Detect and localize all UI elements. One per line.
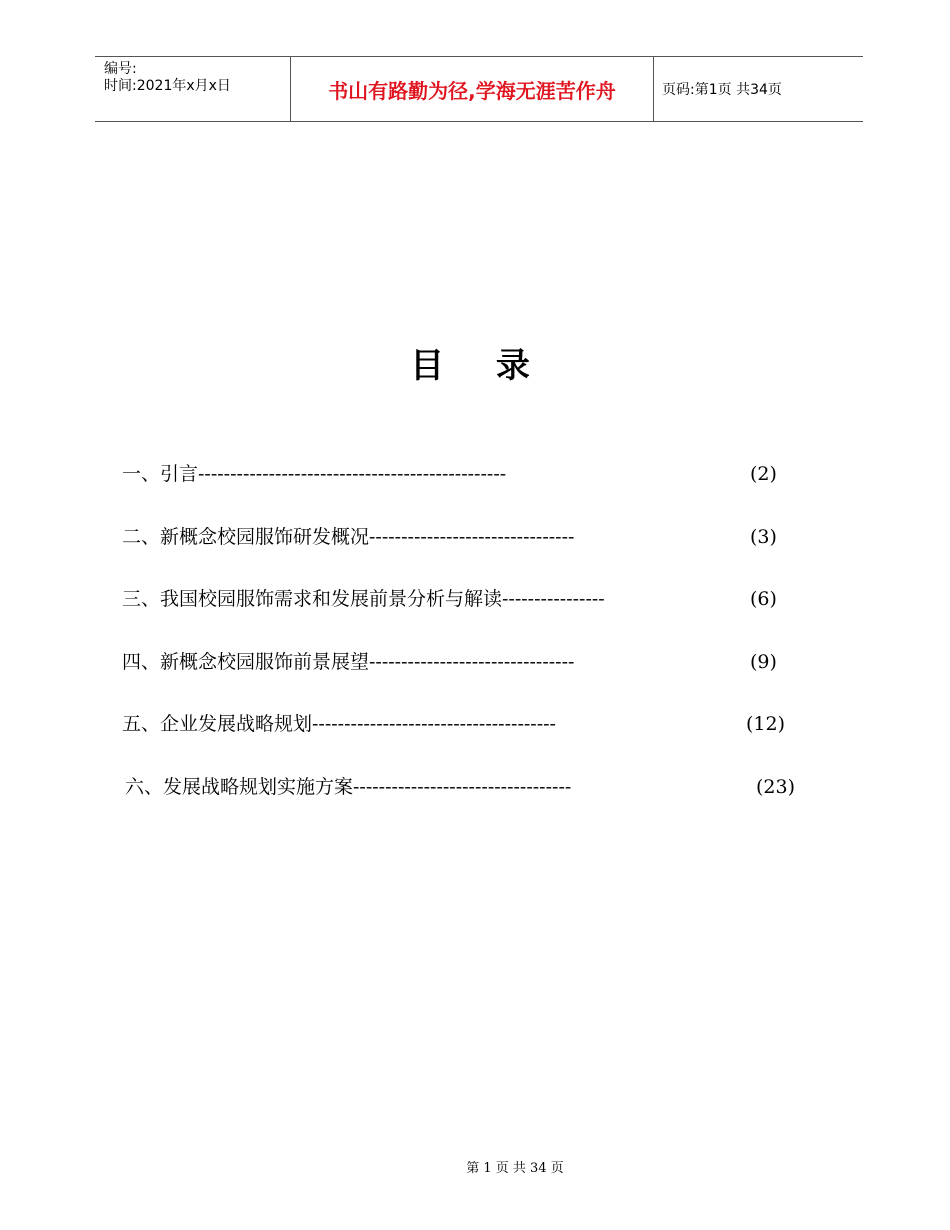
header-meta — [95, 57, 291, 121]
toc-entry-text: 四、新概念校园服饰前景展望-------------------------------- — [122, 650, 575, 673]
page-header — [95, 56, 863, 122]
toc-entry-page: (6) — [750, 588, 777, 610]
document-number-label: 编号: — [104, 61, 137, 77]
header-page-info: 页码:第1页 共34页 — [662, 82, 782, 98]
toc-entry-text: 一、引言------------------------------------------------ — [122, 463, 507, 485]
toc-entry-page: (12) — [746, 713, 786, 735]
page-footer: 第 1 页 共 34 页 — [466, 1161, 564, 1176]
toc-entry-1[interactable] — [122, 456, 812, 519]
toc-entry-2[interactable] — [122, 519, 812, 582]
document-time-label: 时间:2021年x月x日 — [104, 78, 231, 94]
toc-entry-text: 六、发展战略规划实施方案---------------------------------- — [125, 775, 572, 798]
toc-title: 目 录 — [410, 346, 550, 386]
toc-entry-4[interactable] — [122, 644, 812, 707]
toc-entry-page: (23) — [756, 775, 796, 798]
toc-entry-text: 三、我国校园服饰需求和发展前景分析与解读---------------- — [122, 588, 605, 610]
toc-entry-5[interactable] — [122, 706, 812, 769]
toc-entry-page: (3) — [750, 525, 777, 548]
toc-entry-page: (9) — [750, 650, 777, 673]
toc-entry-6[interactable] — [122, 769, 812, 832]
toc-entry-3[interactable] — [122, 581, 812, 644]
toc-entry-text: 二、新概念校园服饰研发概况-------------------------------- — [122, 525, 575, 548]
toc-entry-page: (2) — [750, 463, 777, 485]
toc-entry-text: 五、企业发展战略规划-------------------------------------- — [122, 713, 556, 735]
header-motto: 书山有路勤为径,学海无涯苦作舟 — [291, 57, 654, 121]
table-of-contents — [122, 456, 812, 831]
